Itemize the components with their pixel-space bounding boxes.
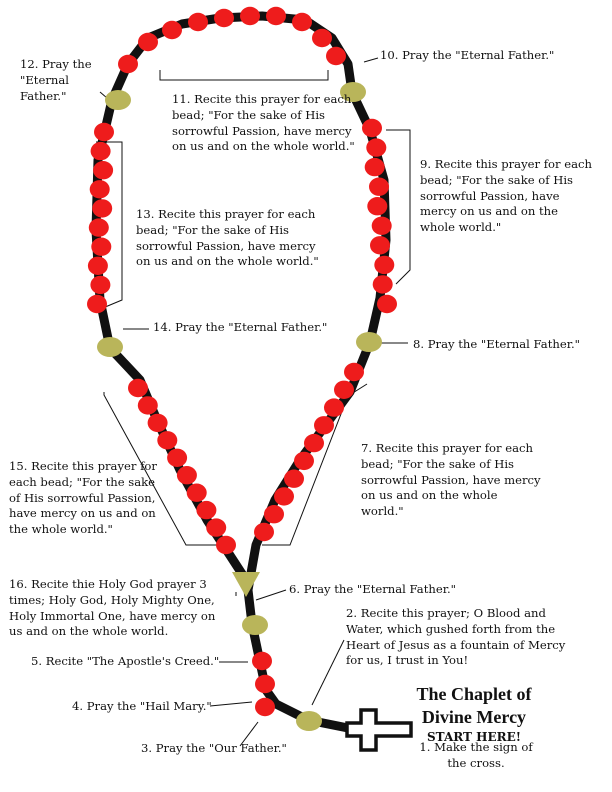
pendant-bead-step-8 xyxy=(356,332,382,352)
decade-3-bead xyxy=(188,13,208,31)
step-8-label: 8. Pray the "Eternal Father." xyxy=(413,337,580,351)
decade-1-bead xyxy=(264,505,284,523)
decade-1-bead xyxy=(324,398,344,416)
decade-1-bead xyxy=(254,523,274,541)
pendant-bead-step-12 xyxy=(105,90,131,110)
leader-step-2 xyxy=(312,640,344,705)
step-2-label: 2. Recite this prayer; O Blood and Water, which gushed forth from the Heart of Jesus as a fountain of Mercy for us, I trust in You! xyxy=(346,606,566,668)
pendant-bead-step-6 xyxy=(242,615,268,635)
title-line-1: The Chaplet of xyxy=(416,684,532,704)
step-3-label: 3. Pray the "Our Father." xyxy=(141,741,287,755)
decade-3-bead xyxy=(266,7,286,25)
step-13-label: 13. Recite this prayer for each bead; "For the sake of His sorrowful Passion, have mercy on us and on the whole world." xyxy=(136,207,319,269)
decade-5-bead xyxy=(177,466,197,484)
decade-1-bead xyxy=(284,470,304,488)
decade-5-bead xyxy=(167,449,187,467)
decade-3-bead xyxy=(292,13,312,31)
leader-step-10 xyxy=(364,58,378,62)
decade-4-bead xyxy=(87,295,107,313)
decade-2-bead xyxy=(362,119,382,137)
decade-3-bead xyxy=(138,33,158,51)
decade-4-bead xyxy=(90,276,110,294)
step-9-label: 9. Recite this prayer for each bead; "For the sake of His sorrowful Passion, have mercy on us and on the whole world." xyxy=(420,157,592,235)
decade-2-bead xyxy=(372,217,392,235)
step-1-label: 1. Make the sign of the cross. xyxy=(419,740,533,770)
decade-4-bead xyxy=(91,238,111,256)
decade-4-bead xyxy=(94,123,114,141)
step-4-label: 4. Pray the "Hail Mary." xyxy=(72,699,212,713)
decade-2-bead xyxy=(367,197,387,215)
step-12-label: 12. Pray the "Eternal Father." xyxy=(20,57,92,103)
step-7-label: 7. Recite this prayer for each bead; "For the sake of His sorrowful Passion, have mercy on us and on the whole world." xyxy=(361,441,541,519)
decade-3-bead xyxy=(312,29,332,47)
decade-5-bead xyxy=(216,536,236,554)
decade-1-bead xyxy=(304,434,324,452)
step-10-label: 10. Pray the "Eternal Father." xyxy=(380,48,555,62)
decade-5-bead xyxy=(148,414,168,432)
decade-5-bead xyxy=(157,431,177,449)
hail-mary-bead xyxy=(252,652,272,670)
start-here-label: START HERE! xyxy=(427,730,521,745)
hail-mary-bead xyxy=(255,675,275,693)
decade-3-bead xyxy=(118,55,138,73)
decade-1-bead xyxy=(294,452,314,470)
decade-5-bead xyxy=(187,484,207,502)
decade-3-bead xyxy=(214,9,234,27)
step-15-label: 15. Recite this prayer for each bead; "For the sake of His sorrowful Passion, have mercy on us and on the whole world." xyxy=(9,459,157,537)
leader-step-4 xyxy=(210,702,252,706)
pendant-bead-step-2 xyxy=(296,711,322,731)
decade-4-bead xyxy=(90,180,110,198)
hail-mary-bead xyxy=(255,698,275,716)
decade-1-bead xyxy=(274,487,294,505)
decade-4-bead xyxy=(91,142,111,160)
decade-2-bead xyxy=(377,295,397,313)
decade-2-bead xyxy=(374,256,394,274)
decade-4-bead xyxy=(88,257,108,275)
step-11-label: 11. Recite this prayer for each bead; "For the sake of His sorrowful Passion, have mercy on us and on the whole world." xyxy=(172,92,355,154)
leader-step-6 xyxy=(256,590,286,600)
decade-5-bead xyxy=(128,379,148,397)
decade-4-bead xyxy=(93,161,113,179)
decade-1-bead xyxy=(334,381,354,399)
decade-5-bead xyxy=(138,396,158,414)
decade-4-bead xyxy=(92,199,112,217)
decade-1-bead xyxy=(344,363,364,381)
step-6-label: 6. Pray the "Eternal Father." xyxy=(289,582,456,596)
decade-2-bead xyxy=(365,158,385,176)
step-16-label: 16. Recite thie Holy God prayer 3 times; Holy God, Holy Mighty One, Holy Immortal One, have mercy on us and on the whole world. xyxy=(9,577,216,639)
decade-2-bead xyxy=(366,138,386,156)
decade-1-bead xyxy=(314,416,334,434)
chaplet-title xyxy=(408,683,540,745)
bracket-step-11 xyxy=(160,70,328,80)
title-line-2: Divine Mercy xyxy=(421,707,527,728)
decade-5-bead xyxy=(196,501,216,519)
decade-3-bead xyxy=(240,7,260,25)
decade-3-bead xyxy=(162,21,182,39)
decade-2-bead xyxy=(369,178,389,196)
decade-5-bead xyxy=(206,518,226,536)
decade-4-bead xyxy=(89,218,109,236)
cross-icon xyxy=(347,710,411,750)
decade-2-bead xyxy=(370,236,390,254)
step-14-label: 14. Pray the "Eternal Father." xyxy=(153,320,328,334)
step-5-label: 5. Recite "The Apostle's Creed." xyxy=(31,654,220,668)
decade-3-bead xyxy=(326,47,346,65)
decade-2-bead xyxy=(373,275,393,293)
pendant-bead-step-14 xyxy=(97,337,123,357)
